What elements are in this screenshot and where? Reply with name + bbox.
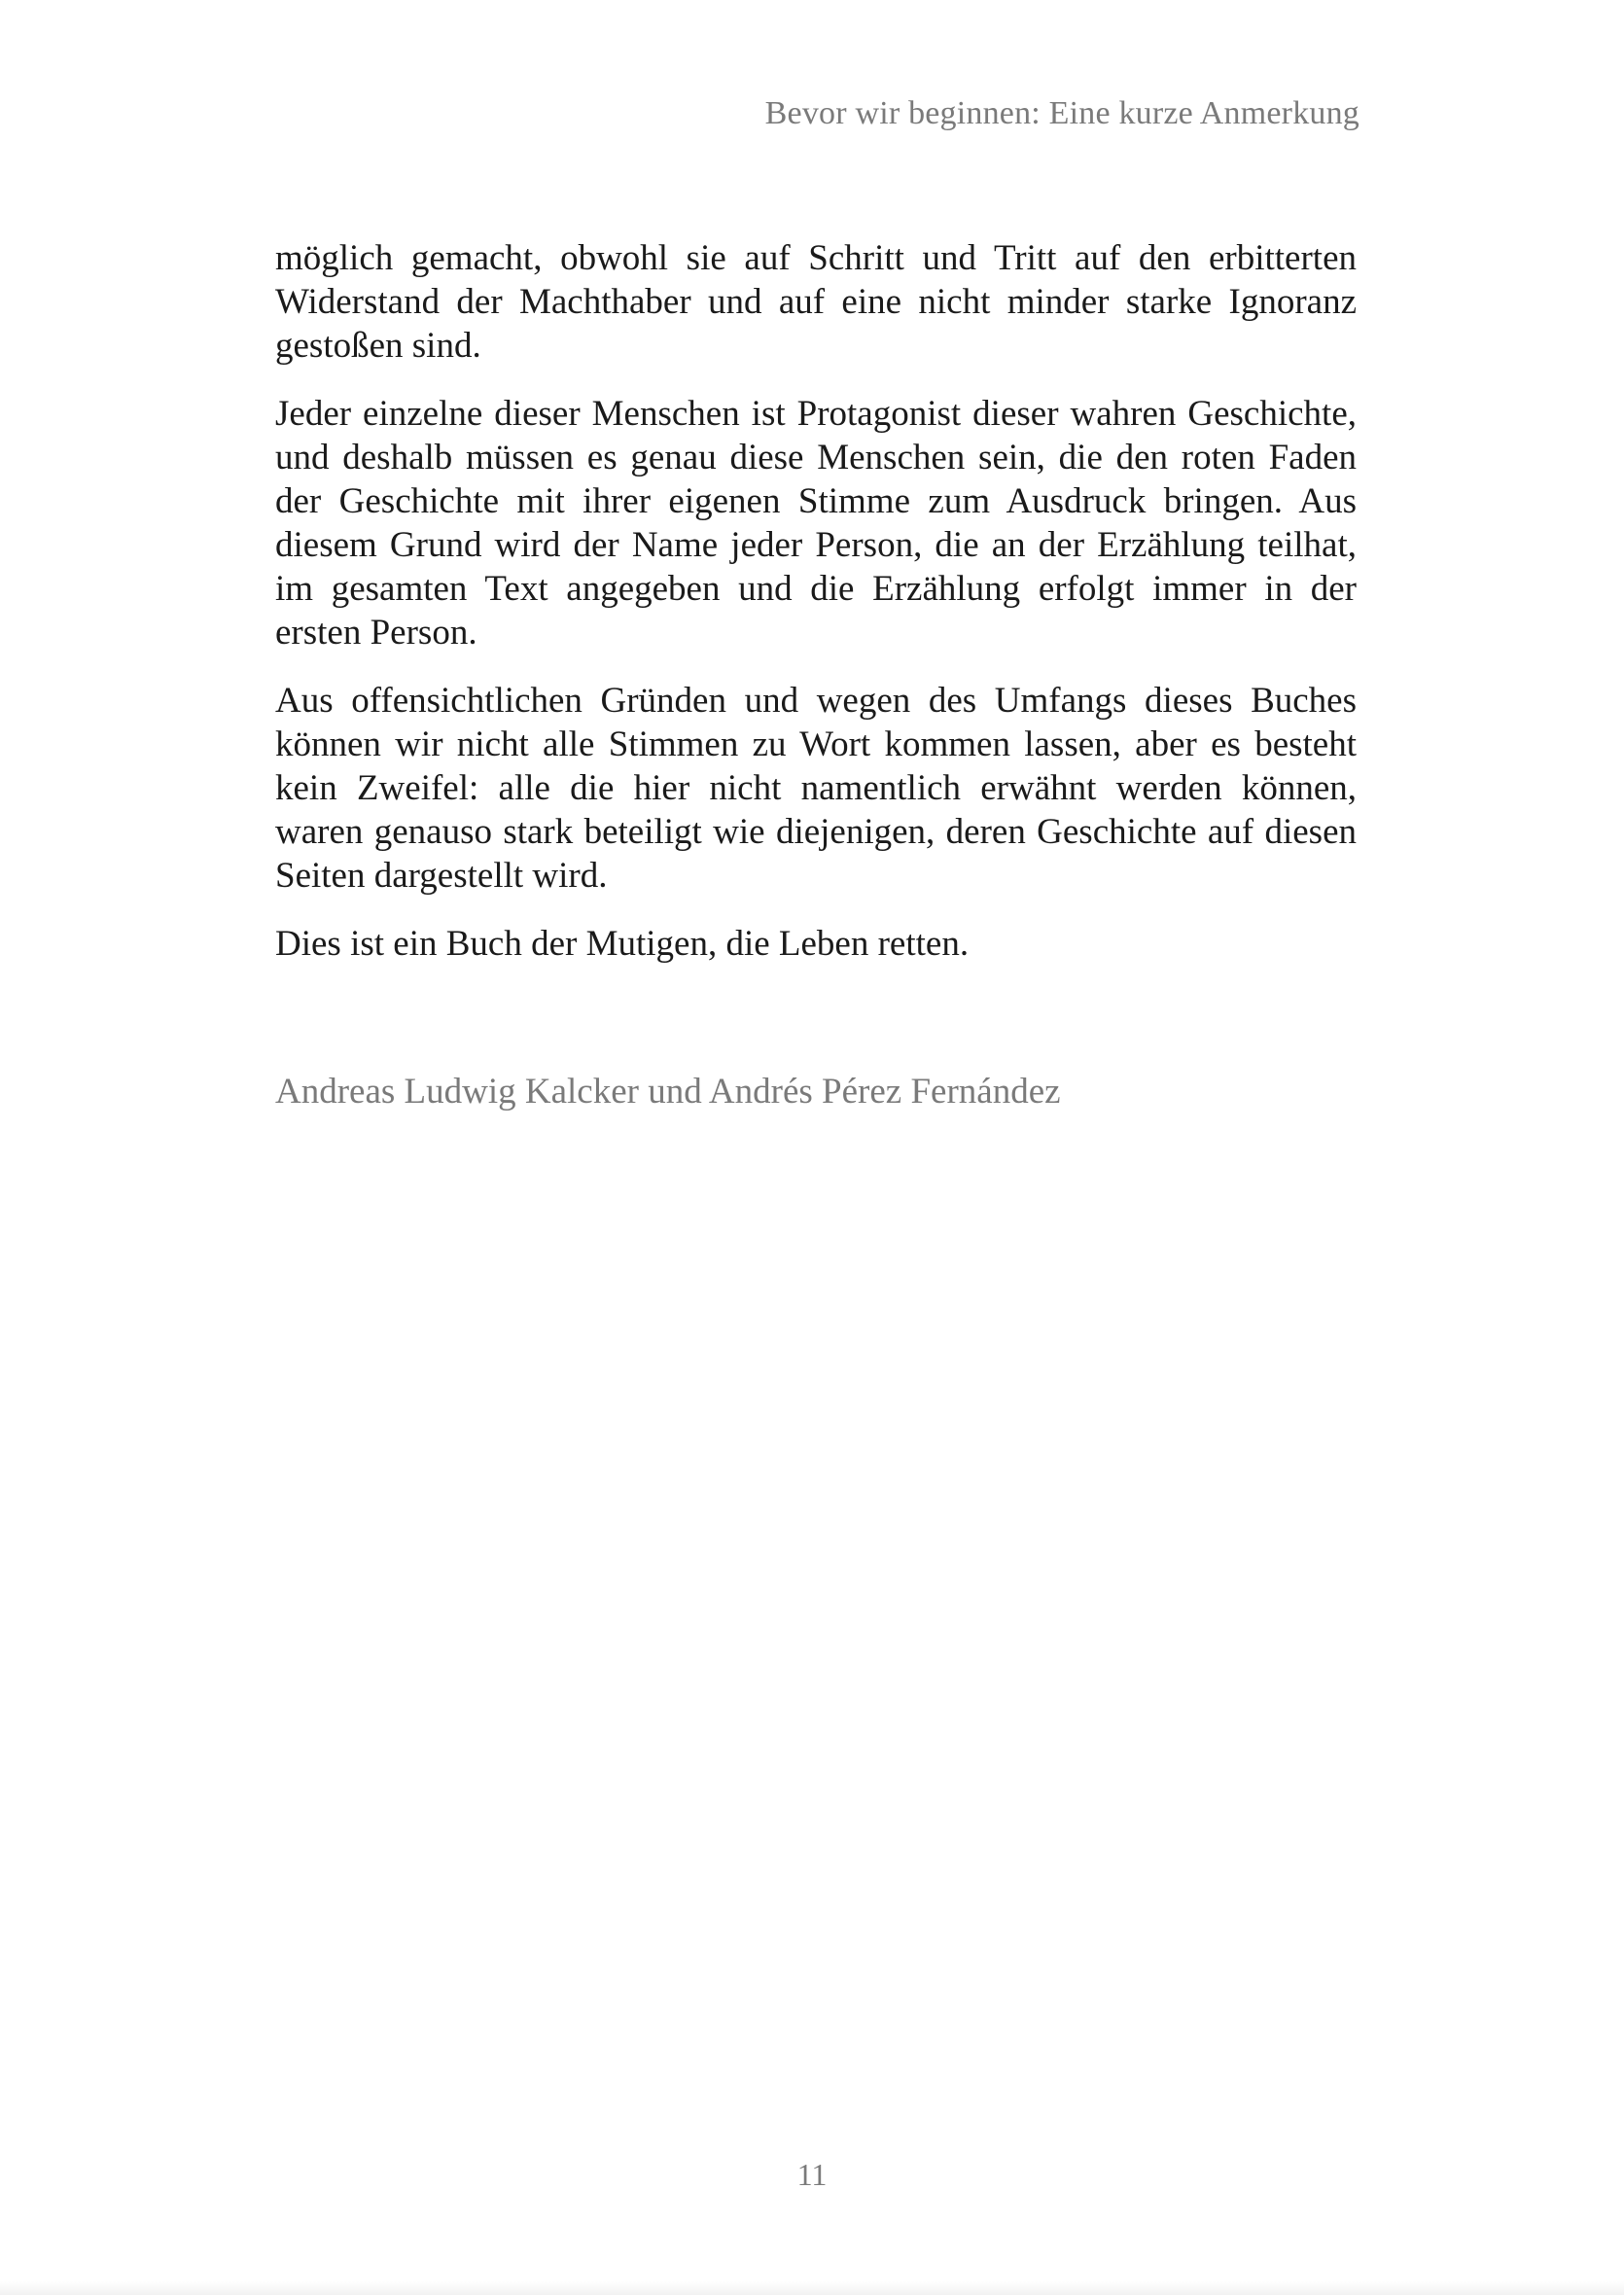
- body-text: [275, 236, 1357, 990]
- author-signature: Andreas Ludwig Kalcker und Andrés Pérez Fernández: [275, 1072, 1061, 1112]
- running-header: Bevor wir beginnen: Eine kurze Anmerkung: [764, 95, 1359, 131]
- paragraph-4: Dies ist ein Buch der Mutigen, die Leben retten.: [275, 924, 970, 964]
- paragraph-1: möglich gemacht, obwohl sie auf Schritt und Tritt auf den erbitterten Widerstand der Machthaber und auf eine nicht minder starke Ignoranz gestoßen sind.: [275, 238, 1357, 366]
- paragraph-3: Aus offensichtlichen Gründen und wegen des Umfangs dieses Buches können wir nicht alle Stimmen zu Wort kommen lassen, aber es besteht kein Zweifel: alle die hier nicht namentlich erwähnt werden können, waren genauso stark beteiligt wie diejenigen, deren Geschichte auf diesen Seiten dargestellt wird.: [275, 681, 1357, 896]
- page-bottom-edge: [0, 2281, 1624, 2295]
- page-number: 11: [796, 2157, 828, 2192]
- paragraph-2: Jeder einzelne dieser Menschen ist Protagonist dieser wahren Geschichte, und deshalb müssen es genau diese Menschen sein, die den roten Faden der Geschichte mit ihrer eigenen Stimme zum Ausdruck bringen. Aus diesem Grund wird der Name jeder Person, die an der Erzählung teilhat, im gesamten Text angegeben und die Erzählung erfolgt immer in der ersten Person.: [275, 394, 1357, 653]
